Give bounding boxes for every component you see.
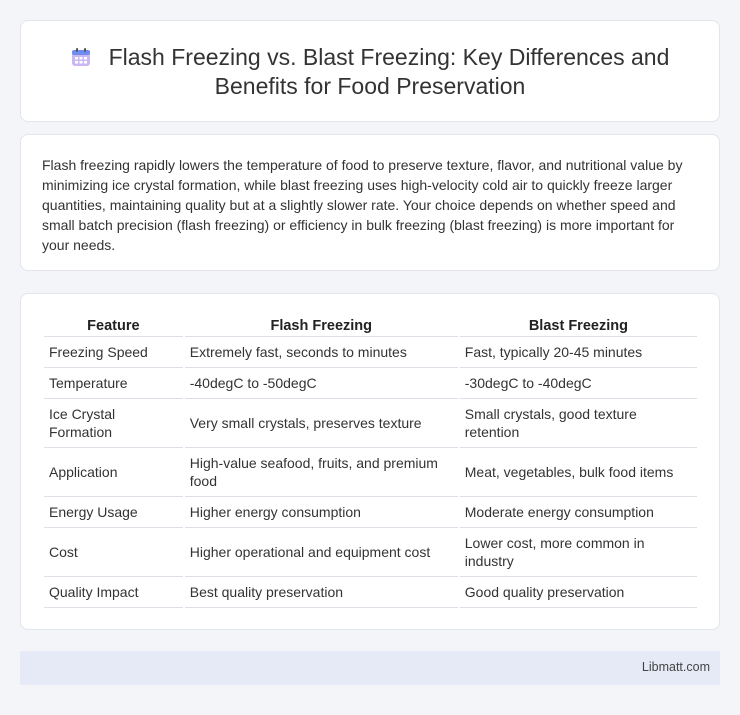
- page-title: [21, 43, 719, 101]
- feature-cell: Application: [44, 448, 183, 497]
- comparison-table: [42, 316, 699, 608]
- title-line-1: Flash Freezing vs. Blast Freezing: Key Differences and: [108, 44, 670, 70]
- table-row: [44, 577, 697, 608]
- comparison-card: [20, 293, 720, 630]
- blast-cell: Fast, typically 20-45 minutes: [460, 337, 697, 368]
- header-flash-freezing: Flash Freezing: [185, 316, 458, 337]
- table-header-row: [44, 316, 697, 337]
- table-row: [44, 337, 697, 368]
- blast-cell: Small crystals, good texture retention: [460, 399, 697, 448]
- flash-cell: -40degC to -50degC: [185, 368, 458, 399]
- title-line-2: Benefits for Food Preservation: [214, 73, 526, 99]
- header-blast-freezing: Blast Freezing: [460, 316, 697, 337]
- blast-cell: -30degC to -40degC: [460, 368, 697, 399]
- table-row: [44, 399, 697, 448]
- blast-cell: Meat, vegetables, bulk food items: [460, 448, 697, 497]
- feature-cell: Cost: [44, 528, 183, 577]
- feature-cell: Quality Impact: [44, 577, 183, 608]
- flash-cell: Best quality preservation: [185, 577, 458, 608]
- summary-card: [20, 134, 720, 271]
- blast-cell: Moderate energy consumption: [460, 497, 697, 528]
- summary-text: Flash freezing rapidly lowers the temperature of food to preserve texture, flavor, and nutritional value by minimizing ice crystal formation, while blast freezing uses high-velocity cold air to quickly freeze larger quantities, maintaining quality but at a slightly slower rate. Your choice depends on whether speed and small batch precision (flash freezing) or efficiency in bulk freezing (blast freezing) is more important for your needs.: [42, 157, 683, 253]
- blast-cell: Good quality preservation: [460, 577, 697, 608]
- feature-cell: Freezing Speed: [44, 337, 183, 368]
- title-card: [20, 20, 720, 122]
- header-feature: Feature: [44, 316, 183, 337]
- flash-cell: Extremely fast, seconds to minutes: [185, 337, 458, 368]
- flash-cell: Higher energy consumption: [185, 497, 458, 528]
- feature-cell: Energy Usage: [44, 497, 183, 528]
- flash-cell: Higher operational and equipment cost: [185, 528, 458, 577]
- table-row: [44, 497, 697, 528]
- flash-cell: High-value seafood, fruits, and premium food: [185, 448, 458, 497]
- blast-cell: Lower cost, more common in industry: [460, 528, 697, 577]
- feature-cell: Temperature: [44, 368, 183, 399]
- flash-cell: Very small crystals, preserves texture: [185, 399, 458, 448]
- table-row: [44, 448, 697, 497]
- table-row: [44, 368, 697, 399]
- calendar-icon: [71, 47, 91, 67]
- footer: [20, 651, 720, 685]
- footer-brand-link[interactable]: Libmatt.com: [641, 660, 710, 674]
- table-row: [44, 528, 697, 577]
- feature-cell: Ice Crystal Formation: [44, 399, 183, 448]
